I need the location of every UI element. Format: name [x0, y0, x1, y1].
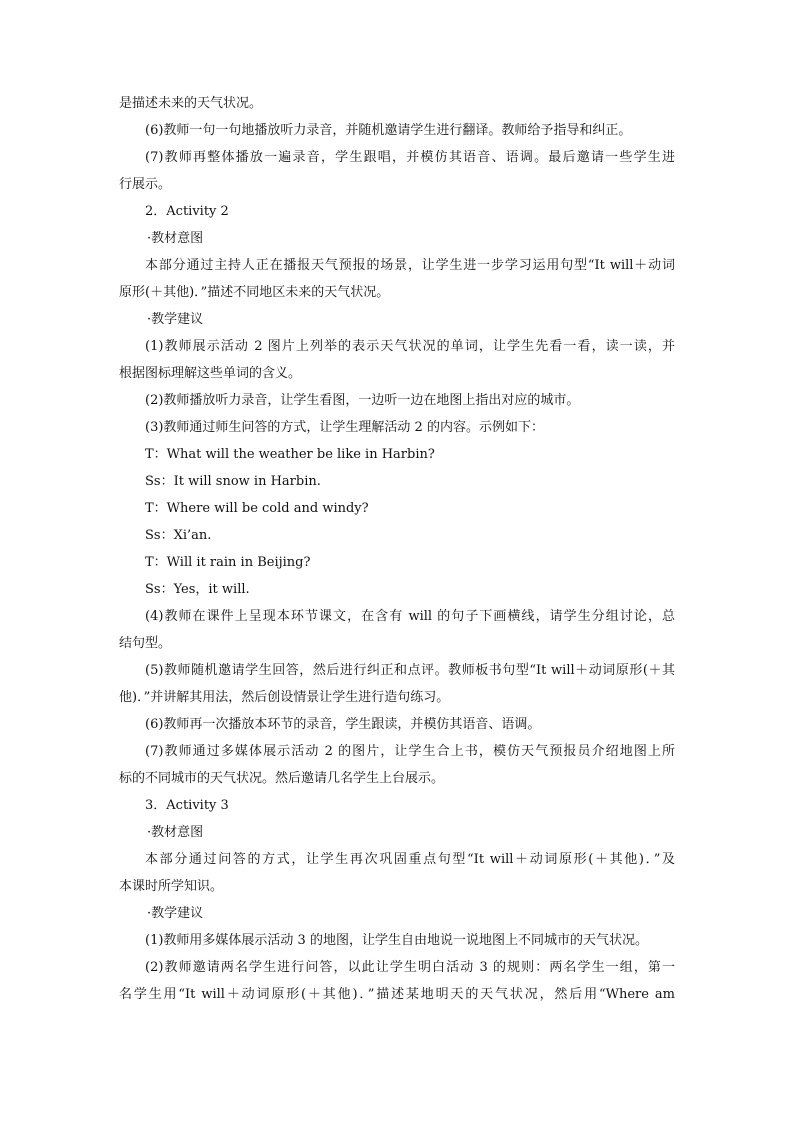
dialogue-line: Ss：Yes，it will.: [145, 582, 250, 597]
paragraph-line: 标的不同城市的天气状况。然后邀请几名学生上台展示。: [119, 771, 445, 786]
paragraph-line: 本部分通过问答的方式，让学生再次巩固重点句型“It will＋动词原形(＋其他)．”及: [145, 852, 675, 867]
section-heading: 2．Activity 2: [145, 204, 229, 219]
dialogue-line: T：Where will be cold and windy?: [145, 501, 369, 516]
subheading: ·教学建议: [147, 906, 204, 921]
paragraph-line: 根据图标理解这些单词的含义。: [119, 366, 302, 381]
paragraph-line: (4)教师在课件上呈现本环节课文，在含有 will 的句子下画横线，请学生分组讨论，总: [145, 609, 675, 624]
paragraph-line: 本部分通过主持人正在播报天气预报的场景，让学生进一步学习运用句型“It will＋动词: [145, 258, 675, 273]
paragraph-line: 是描述未来的天气状况。: [119, 96, 263, 111]
paragraph-line: 名学生用“It will＋动词原形(＋其他)．”描述某地明天的天气状况，然后用“Where am: [119, 987, 675, 1002]
paragraph-line: (3)教师通过师生问答的方式，让学生理解活动 2 的内容。示例如下：: [145, 420, 544, 435]
paragraph-line: (6)教师一句一句地播放听力录音，并随机邀请学生进行翻译。教师给予指导和纠正。: [145, 123, 632, 138]
paragraph-line: 原形(＋其他)．”描述不同地区未来的天气状况。: [119, 285, 390, 300]
dialogue-line: Ss：It will snow in Harbin.: [145, 474, 321, 489]
subheading: ·教材意图: [147, 231, 204, 246]
paragraph-line: 本课时所学知识。: [119, 879, 224, 894]
paragraph-line: (7)教师通过多媒体展示活动 2 的图片，让学生合上书，模仿天气预报员介绍地图上所: [145, 744, 675, 759]
paragraph-line: (7)教师再整体播放一遍录音，学生跟唱，并模仿其语音、语调。最后邀请一些学生进: [145, 150, 675, 165]
paragraph-line: (5)教师随机邀请学生回答，然后进行纠正和点评。教师板书句型“It will＋动词原形(＋其: [145, 663, 675, 678]
paragraph-line: (2)教师播放听力录音，让学生看图，一边听一边在地图上指出对应的城市。: [145, 393, 580, 408]
subheading: ·教材意图: [147, 825, 204, 840]
dialogue-line: Ss：Xi’an.: [145, 528, 212, 543]
subheading: ·教学建议: [147, 312, 204, 327]
document-page: [119, 90, 675, 1008]
paragraph-line: (2)教师邀请两名学生进行问答，以此让学生明白活动 3 的规则：两名学生一组，第一: [145, 960, 675, 975]
paragraph-line: 行展示。: [119, 177, 172, 192]
paragraph-line: 他)．”并讲解其用法，然后创设情景让学生进行造句练习。: [119, 690, 450, 705]
dialogue-line: T：Will it rain in Beijing?: [145, 555, 311, 570]
paragraph-line: 结句型。: [119, 636, 172, 651]
paragraph-line: (6)教师再一次播放本环节的录音，学生跟读，并模仿其语音、语调。: [145, 717, 541, 732]
paragraph-line: (1)教师用多媒体展示活动 3 的地图，让学生自由地说一说地图上不同城市的天气状况。: [145, 933, 648, 948]
dialogue-line: T：What will the weather be like in Harbin?: [145, 447, 435, 462]
paragraph-line: (1)教师展示活动 2 图片上列举的表示天气状况的单词，让学生先看一看，读一读，并: [145, 339, 675, 354]
section-heading: 3．Activity 3: [145, 798, 229, 813]
